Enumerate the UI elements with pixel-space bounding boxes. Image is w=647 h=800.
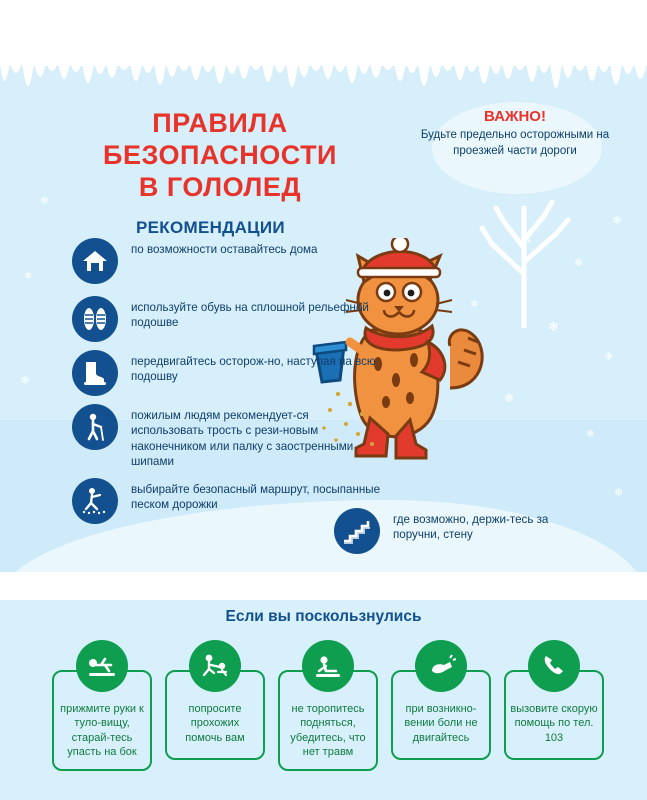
stairs-handrail-icon xyxy=(334,508,380,554)
list-item-label: выбирайте безопасный маршрут, посыпанные песком дорожки xyxy=(131,482,381,512)
cane-person-glyph xyxy=(81,412,109,442)
snowflake-icon: ❄ xyxy=(520,231,532,247)
phone-glyph xyxy=(541,653,567,679)
handrail-label: где возможно, держи-тесь за поручни, стену xyxy=(393,513,549,542)
boot-glyph xyxy=(80,359,110,387)
list-item-label: передвигайтесь осторож-но, наступая на всю подошву xyxy=(131,355,376,384)
card-label: при возникно-вении боли не двигайтесь xyxy=(404,703,478,744)
card-box xyxy=(52,670,152,771)
handrail-item xyxy=(334,508,624,554)
top-white-band xyxy=(0,0,647,66)
snowflake-icon: ❄ xyxy=(604,351,614,363)
card-box xyxy=(504,670,604,760)
card-box xyxy=(391,670,491,760)
page-title xyxy=(0,108,440,204)
snowflake-icon: ❄ xyxy=(612,213,623,227)
card-box xyxy=(165,670,265,760)
pain-glyph xyxy=(426,653,456,679)
sitting-glyph xyxy=(313,653,343,679)
soles-glyph xyxy=(81,305,109,333)
snowflake-icon: ❄ xyxy=(20,373,31,387)
list-item-label: используйте обувь на сплошной рельефной подошве xyxy=(131,301,369,330)
house-glyph xyxy=(81,247,109,275)
card-label: попросите прохожих помочь вам xyxy=(185,703,245,744)
list-item-label: по возможности оставайтесь дома xyxy=(131,243,318,256)
shoe-soles-icon xyxy=(72,296,118,342)
card-label: не торопитесь подняться, убедитесь, что нет травм xyxy=(290,703,366,758)
snowflake-icon: ❄ xyxy=(24,271,33,282)
recommendations-list xyxy=(72,238,412,538)
card-label: прижмите руки к туло-вищу, старай-тесь упасть на бок xyxy=(60,703,144,758)
list-item xyxy=(72,238,412,284)
list-item xyxy=(72,350,412,396)
sanded-path-icon xyxy=(72,478,118,524)
stairs-glyph xyxy=(342,517,372,545)
help-glyph xyxy=(200,653,230,679)
slipped-cards xyxy=(52,640,604,780)
section-label-recommendations: РЕКОМЕНДАЦИИ xyxy=(136,218,285,237)
list-item xyxy=(72,296,412,342)
list-item xyxy=(391,640,491,780)
boot-icon xyxy=(72,350,118,396)
slipped-section-title: Если вы поскользнулись xyxy=(225,608,422,625)
card-box xyxy=(278,670,378,771)
snowflake-icon: ❄ xyxy=(504,391,515,405)
snowflake-icon: ❄ xyxy=(40,195,50,207)
snowflake-icon: ❄ xyxy=(586,429,595,440)
list-item xyxy=(504,640,604,780)
title-line-3: В ГОЛОЛЕД xyxy=(138,171,302,202)
card-label: вызовите скорую помощь по тел. 103 xyxy=(510,703,598,744)
title-line-2: БЕЗОПАСНОСТИ xyxy=(103,139,337,170)
house-icon xyxy=(72,238,118,284)
important-heading: ВАЖНО! xyxy=(484,108,546,125)
list-item xyxy=(278,640,378,780)
snowflake-icon: ❄ xyxy=(470,299,479,310)
snowflake-icon: ❄ xyxy=(574,257,584,269)
title-line-1: ПРАВИЛА xyxy=(152,108,288,138)
important-text: Будьте предельно осторожными на проезжей части дороги xyxy=(420,129,610,157)
list-item xyxy=(52,640,152,780)
snowflake-icon: ❄ xyxy=(548,319,559,334)
sanded-path-glyph xyxy=(80,487,110,515)
snowflake-icon: ❄ xyxy=(614,487,624,499)
list-item xyxy=(165,640,265,780)
list-item-label: пожилым людям рекомендует-ся использовать трость с рези-новым наконечником или палку с заостренными шипами xyxy=(131,409,354,469)
list-item xyxy=(72,404,412,470)
cane-person-icon xyxy=(72,404,118,450)
fall-glyph xyxy=(87,653,117,679)
important-callout xyxy=(410,108,620,159)
